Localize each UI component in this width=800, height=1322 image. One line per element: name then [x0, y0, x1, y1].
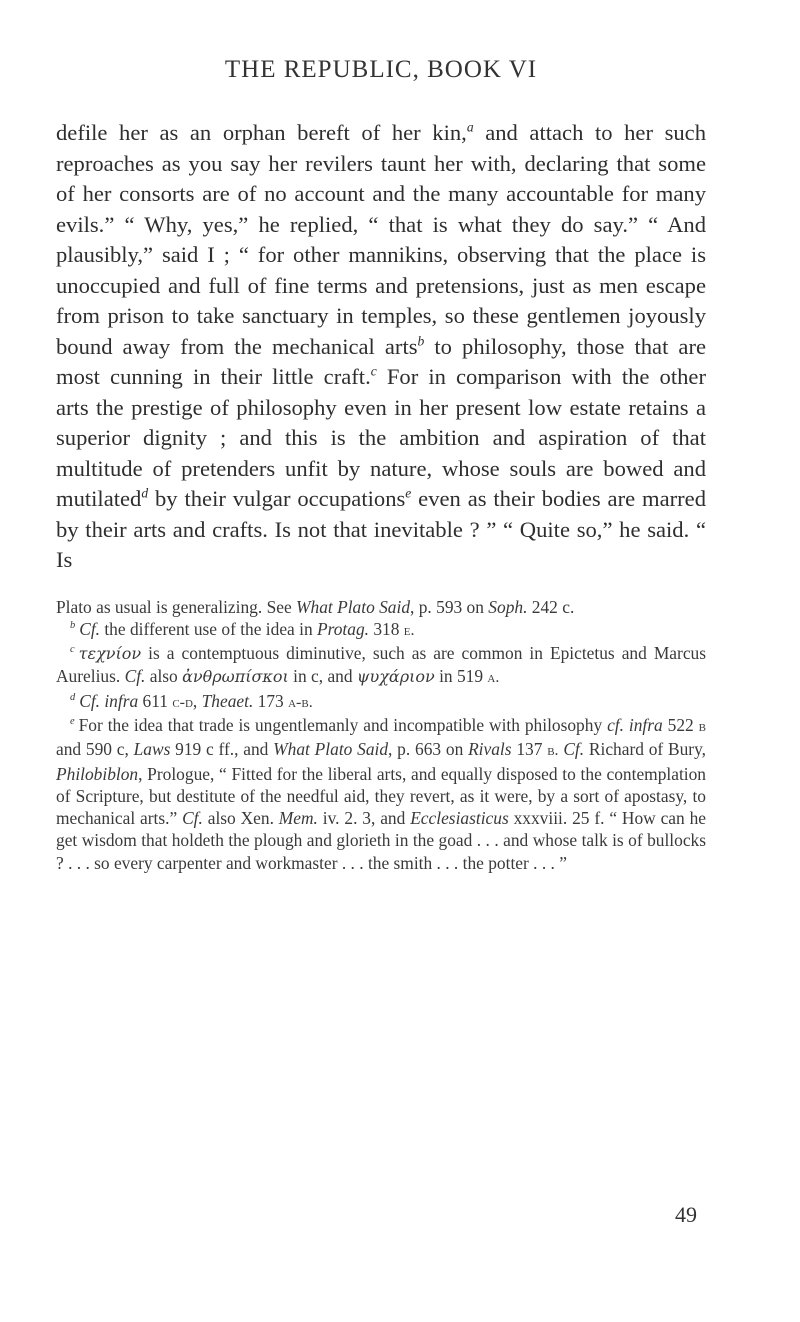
footnote-mark: d — [70, 691, 76, 703]
fn-text: For the idea that trade is ungentlemanly and incompatible with philosophy — [78, 714, 608, 735]
fn-smallcaps: e. — [403, 621, 415, 639]
fn-greek: ψυχάριον — [356, 667, 435, 687]
fn-italic: What Plato Said — [296, 596, 411, 617]
fn-italic: Theaet. — [201, 690, 254, 711]
fn-greek: ἀνθρωπίσκοι — [182, 667, 289, 687]
footnote-ref-d[interactable]: d — [141, 485, 149, 501]
fn-italic: Mem. — [278, 808, 318, 829]
fn-text: Plato as usual is generalizing. See — [56, 596, 297, 617]
fn-italic: Cf. — [563, 739, 585, 760]
fn-text: also Xen. — [202, 808, 279, 829]
fn-italic: Cf. — [124, 666, 146, 687]
fn-italic: Cf. — [182, 808, 203, 829]
text-segment: by their vulgar occupations — [148, 486, 406, 511]
footnotes — [56, 596, 706, 875]
fn-text: 919 c ff., and — [170, 739, 274, 760]
fn-text: , p. 593 on — [410, 596, 489, 617]
fn-text: 137 — [511, 739, 548, 760]
footnote-mark: e — [70, 716, 75, 728]
book-page — [56, 56, 706, 874]
fn-text: Richard of Bury, — [584, 739, 706, 760]
footnote-a — [56, 596, 706, 618]
fn-smallcaps: b — [698, 717, 707, 735]
text-segment: and attach to her such reproaches as you say her revilers taunt her with, declaring that some of her consorts are of no account and the many accountable for many evils.” “ Why, yes,” he replied, “ that is what they do say.” “ And plausibly,” said I ; “ for other mannikins, observing that the place is unoccupied and full of fine terms and pretensions, just as men escape from prison to take sanctuary in temples, so these gentlemen joyously bound away from the mechanical arts — [56, 120, 706, 359]
fn-text: xxxviii. 25 f. “ How can he get wisdom that holdeth the plough and glorieth in the goad . . . and whose talk is of bullocks ? . . . so every carpenter and workmaster . . . the smith . . . the potter . . . ” — [56, 808, 706, 873]
fn-smallcaps: a-b. — [288, 693, 313, 711]
fn-text: , — [192, 690, 202, 711]
fn-italic: What Plato Said — [273, 739, 389, 760]
fn-italic: Cf. — [79, 618, 100, 639]
footnote-ref-e[interactable]: e — [405, 485, 412, 501]
fn-text: 242 c. — [527, 596, 575, 617]
text-segment: defile her as an orphan bereft of her kin, — [56, 120, 467, 145]
footnote-b — [56, 618, 706, 642]
fn-text: 611 — [138, 690, 173, 711]
fn-text: , Prologue, “ Fitted for the liberal arts, and equally disposed to the contemplation of Scripture, but destitute of the needful aid, they revert, as it were, by a sort of apostasy, to mechanical arts.” — [56, 763, 706, 829]
fn-text: is a contemptuous diminutive, such as are common in Epictetus and Marcus Aurelius. — [56, 643, 706, 687]
text-segment: even as their bodies are marred by their arts and crafts. Is not that inevitable ? ” “ Quite so,” he said. “ Is — [56, 486, 706, 572]
fn-greek: τεχνίον — [78, 644, 142, 664]
fn-text: also — [145, 666, 183, 687]
footnote-mark: c — [70, 644, 75, 656]
page-number: 49 — [675, 1202, 697, 1227]
fn-italic: Soph. — [488, 596, 528, 617]
fn-text: 318 — [369, 618, 404, 639]
fn-text: in 519 — [434, 666, 488, 687]
footnote-mark: b — [70, 620, 76, 631]
fn-italic: Laws — [133, 739, 171, 760]
fn-italic: Rivals — [468, 739, 512, 760]
main-text — [56, 118, 706, 576]
fn-italic: Philobiblon — [56, 763, 139, 784]
fn-text: 522 — [662, 714, 699, 735]
footnote-d — [56, 690, 706, 714]
running-head: THE REPUBLIC, BOOK VI — [224, 56, 538, 83]
footnote-ref-b[interactable]: b — [417, 332, 425, 348]
fn-text: , p. 663 on — [388, 739, 469, 760]
footnote-ref-a[interactable]: a — [466, 119, 474, 135]
text-segment: to philosophy, those that are most cunning in their little craft. — [56, 333, 707, 389]
footnote-e — [56, 714, 706, 874]
fn-italic: Protag. — [316, 618, 369, 639]
fn-italic: cf. infra — [607, 714, 663, 735]
fn-text: 173 — [253, 690, 289, 711]
fn-italic: Ecclesiasticus — [410, 808, 509, 829]
text-segment: For in comparison with the other arts the prestige of philosophy even in her present low estate retains a superior dignity ; and this is the ambition and aspiration of that multitude of pretenders unfit by nature, whose souls are bowed and mutilated — [56, 364, 706, 511]
fn-text: the different use of the idea in — [100, 618, 317, 639]
fn-smallcaps: b. — [547, 742, 559, 760]
fn-text: in c, and — [288, 666, 357, 687]
fn-smallcaps: a. — [487, 669, 500, 687]
fn-smallcaps: c-d — [172, 693, 193, 711]
fn-text: and 590 c, — [56, 739, 134, 760]
footnote-ref-c[interactable]: c — [370, 363, 377, 379]
footnote-c — [56, 642, 706, 690]
fn-italic: Cf. infra — [79, 690, 139, 711]
fn-text: iv. 2. 3, and — [317, 808, 411, 829]
